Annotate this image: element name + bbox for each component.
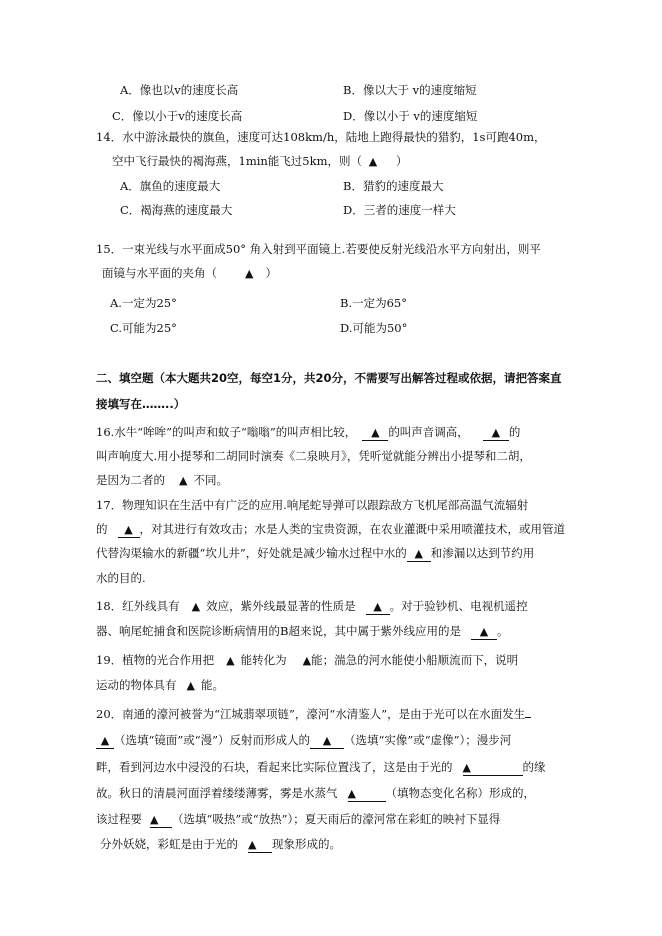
answer-blank: ▲ bbox=[248, 837, 272, 853]
answer-blank: ▲ bbox=[362, 425, 388, 441]
answer-marker: ▲ bbox=[186, 679, 195, 692]
q16-line-1 bbox=[96, 424, 520, 441]
q15-option-b: B.一定为65° bbox=[340, 296, 407, 310]
q19-line-2 bbox=[96, 677, 224, 694]
q18-line-2 bbox=[96, 623, 508, 640]
q15-line-1: 15．一束光线与水平面成50° 角入射到平面镜上.若要使反射光线沿水平方向射出，则平 bbox=[96, 242, 541, 256]
q16-text: 是因为二者的 bbox=[96, 473, 165, 487]
q20-text: （选填“吸热”或“放热”）；夏天雨后的濠河常在彩虹的映衬下显得 bbox=[172, 812, 501, 826]
q18-text: 。 bbox=[496, 624, 509, 638]
q17-text: 代替沟渠输水的新疆“坎儿井”，好处就是减少输水过程中水的 bbox=[96, 546, 407, 560]
q18-text: 。对于验钞机、电视机遥控 bbox=[389, 599, 528, 613]
answer-blank: ▲ bbox=[407, 546, 431, 562]
q18-text: 18．红外线具有 bbox=[96, 599, 180, 613]
q14-option-a: A．旗鱼的速度最大 bbox=[120, 179, 221, 193]
q14-line-2 bbox=[112, 153, 408, 170]
q20-line-3 bbox=[96, 759, 546, 776]
q18-line-1 bbox=[96, 598, 528, 615]
q16-text: 不同。 bbox=[193, 473, 228, 487]
q14-option-c: C．褐海燕的速度最大 bbox=[120, 203, 233, 217]
answer-blank: ▲ bbox=[150, 812, 172, 828]
q17-line-4: 水的目的. bbox=[96, 571, 146, 585]
answer-blank: ▲ bbox=[483, 425, 509, 441]
q20-text: 畔，看到河边水中浸没的石块，看起来比实际位置浅了，这是由于光的 bbox=[96, 760, 453, 774]
q20-text: 分外妖娆，彩虹是由于光的 bbox=[100, 837, 238, 851]
q20-text: 该过程要 bbox=[96, 812, 142, 826]
q20-text: （填物态变化名称）形成的， bbox=[385, 786, 535, 800]
q15-option-a: A.一定为25° bbox=[110, 296, 177, 310]
q20-text: 20．南通的濠河被誉为“江城翡翠项链”，濠河“水清鉴人”，是由于光可以在水面发生 bbox=[96, 707, 526, 721]
q15-paren-close: ） bbox=[265, 266, 277, 280]
answer-marker: ▲ bbox=[245, 267, 254, 280]
q15-line-2 bbox=[102, 265, 277, 282]
q17-text: 和渗漏以达到节约用 bbox=[430, 546, 535, 560]
q14-paren-close: ） bbox=[396, 154, 408, 168]
q13-option-b: B．像以大于 v的速度缩短 bbox=[343, 83, 477, 97]
q14-option-d: D．三者的速度一样大 bbox=[343, 203, 456, 217]
q19-text: 运动的物体具有 bbox=[96, 678, 177, 692]
q16-text: 的 bbox=[508, 425, 521, 439]
q20-line-2 bbox=[96, 732, 511, 749]
answer-blank: ▲ bbox=[471, 624, 497, 640]
answer-marker: ▲ bbox=[226, 654, 235, 667]
section-heading-line-1: 二、填空题（本大题共20空，每空1分，共20分，不需要写出解答过程或依据，请把答案直 bbox=[96, 371, 562, 385]
answer-marker: ▲ bbox=[179, 474, 188, 487]
q19-line-1 bbox=[96, 652, 518, 669]
q19-text: 能；湍急的河水能使小船顺流而下，说明 bbox=[311, 653, 519, 667]
q19-text: 能转化为 bbox=[240, 653, 287, 667]
q17-text: ，对其进行有效攻击；水是人类的宝贵资源，在农业灌溉中采用喷灌技术，或用管道 bbox=[139, 522, 565, 536]
q13-option-c: C．像以小于v的速度长高 bbox=[112, 109, 243, 123]
q18-text: 器、响尾蛇捕食和医院诊断病情用的B超来说，其中属于紫外线应用的是 bbox=[96, 624, 461, 638]
q20-text: 现象形成的。 bbox=[272, 837, 341, 851]
q16-text: 的叫声音调高， bbox=[388, 425, 469, 439]
q20-line-1 bbox=[96, 706, 531, 722]
q19-text: 19．植物的光合作用把 bbox=[96, 653, 215, 667]
q17-line-2 bbox=[96, 521, 565, 538]
q16-line-3 bbox=[96, 472, 228, 489]
q15-stem-text: 面镜与水平面的夹角（ bbox=[102, 266, 217, 280]
q20-text: 故。秋日的清晨河面浮着缕缕薄雾，雾是水蒸气 bbox=[96, 786, 338, 800]
q20-text: （选填“镜面”或“漫”）反射而形成人的 bbox=[114, 733, 311, 747]
q17-text: 的 bbox=[96, 522, 108, 536]
q20-line-5 bbox=[96, 811, 500, 828]
q14-option-b: B．猎豹的速度最大 bbox=[343, 179, 444, 193]
answer-marker: ▲ bbox=[191, 600, 201, 613]
answer-blank bbox=[525, 717, 531, 718]
answer-blank: ▲ bbox=[348, 786, 386, 802]
section-heading-line-2: 接填写在……..） bbox=[96, 397, 186, 411]
q13-option-d: D．像以小于 v的速度缩短 bbox=[343, 109, 478, 123]
answer-blank: ▲ bbox=[366, 599, 390, 615]
q20-text: 的缘 bbox=[522, 760, 546, 774]
answer-blank: ▲ bbox=[463, 760, 523, 776]
q17-line-1: 17．物理知识在生活中有广泛的应用.响尾蛇导弹可以跟踪敌方飞机尾部高温气流辐射 bbox=[96, 498, 529, 512]
answer-marker: ▲ bbox=[368, 155, 378, 168]
q20-line-6 bbox=[100, 836, 341, 853]
answer-marker: ▲ bbox=[302, 654, 312, 667]
q15-option-c: C.可能为25° bbox=[110, 321, 177, 335]
q16-text: 16.水牛“哞哞”的叫声和蚊子“嗡嗡”的叫声相比较， bbox=[96, 425, 357, 439]
q20-text: （选填“实像”或“虚像”）；漫步河 bbox=[344, 733, 512, 747]
q13-option-a: A．像也以v的速度长高 bbox=[120, 83, 239, 97]
answer-blank: ▲ bbox=[310, 733, 344, 749]
q16-line-2: 叫声响度大.用小提琴和二胡同时演奏《二泉映月》，凭听觉就能分辨出小提琴和二胡， bbox=[96, 449, 531, 463]
q17-line-3 bbox=[96, 545, 534, 562]
answer-blank: ▲ bbox=[96, 733, 114, 749]
q14-line-1: 14．水中游泳最快的旗鱼，速度可达108km/h，陆地上跑得最快的猎豹，1s可跑40m， bbox=[96, 130, 546, 144]
q20-line-4 bbox=[96, 785, 535, 802]
q19-text: 能。 bbox=[200, 678, 224, 692]
q18-text: 效应，紫外线最显著的性质是 bbox=[206, 599, 356, 613]
answer-blank: ▲ bbox=[118, 522, 140, 538]
q14-stem-text: 空中飞行最快的褐海燕，1min能飞过5km，则（ bbox=[112, 154, 362, 168]
q15-option-d: D.可能为50° bbox=[340, 321, 408, 335]
